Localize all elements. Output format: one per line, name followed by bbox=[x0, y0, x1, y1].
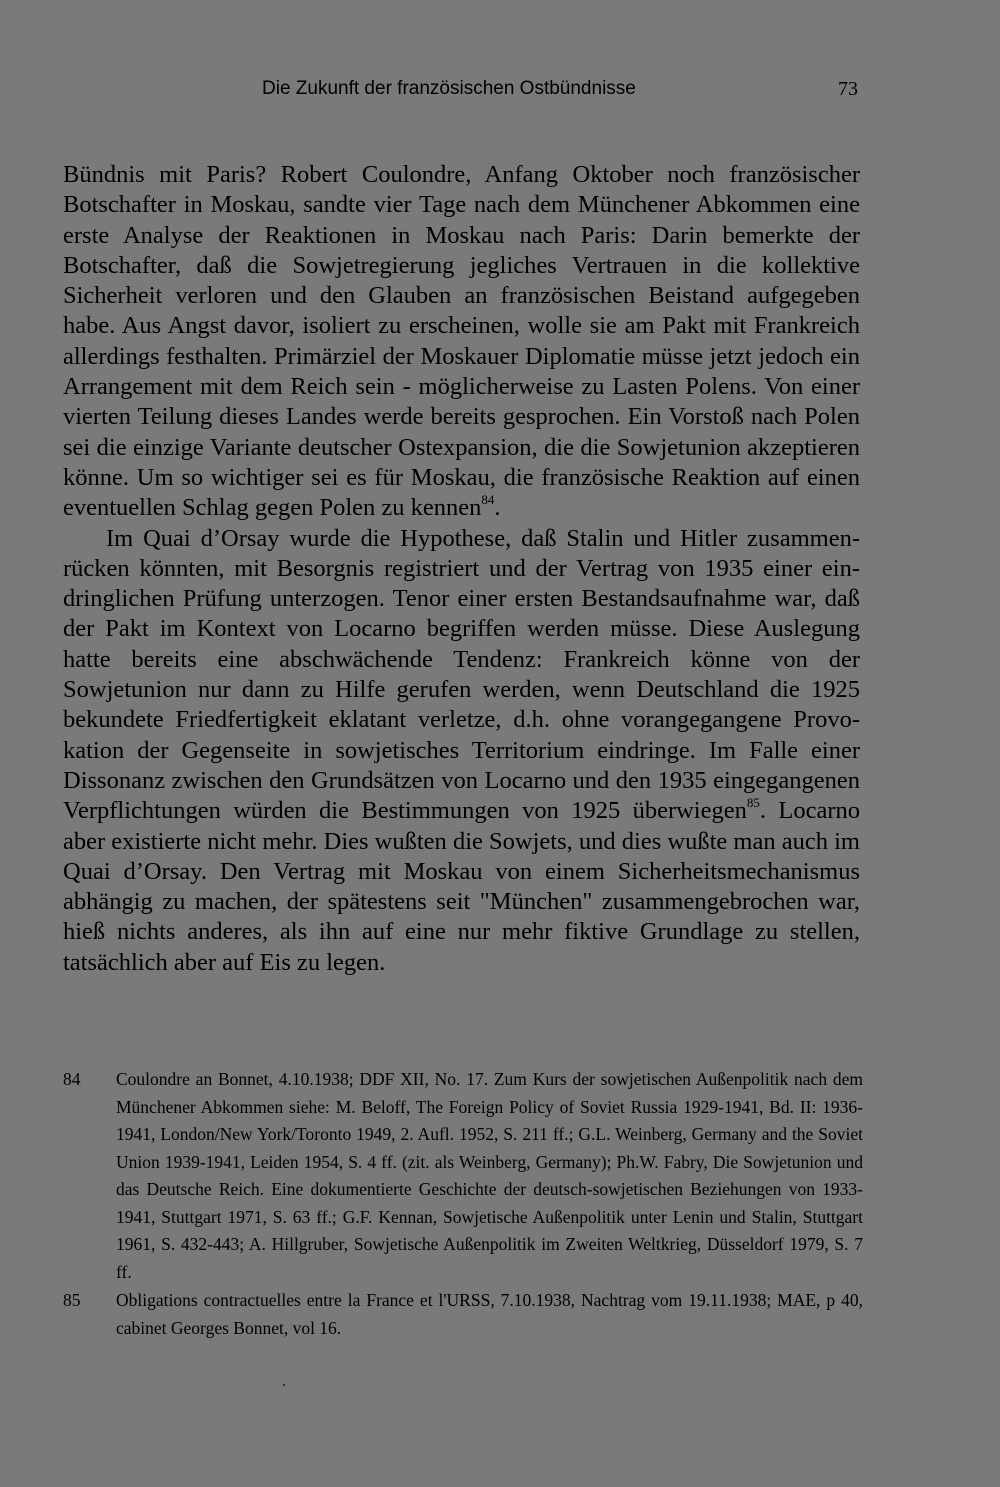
footnote-text: Obligations contractuelles entre la France et l'URSS, 7.10.1938, Nachtrag vom 19.11.1938; MAE, p 40, cabinet Georges Bonnet, vol 16. bbox=[116, 1290, 863, 1338]
page-number: 73 bbox=[838, 78, 858, 100]
scan-speck bbox=[283, 1384, 285, 1386]
footnotes-section bbox=[63, 1066, 863, 1342]
footnote bbox=[63, 1287, 863, 1342]
running-header bbox=[0, 78, 1000, 108]
paragraph-text-end: . Locarno aber existierte nicht mehr. Dies wußten die Sowjets, und dies wußte man auch im Quai d’Orsay. Den Vertrag mit Moskau von einem Sicherheitsmechanismus abhängig zu machen, der spätestens seit "München" zusammengebrochen war, hieß nichts anderes, als ihn auf eine nur mehr fiktive Grundlage zu stellen, tatsächlich aber auf Eis zu legen. bbox=[63, 797, 860, 976]
paragraph-text-end: . bbox=[494, 494, 501, 522]
paragraph bbox=[63, 160, 860, 524]
footnote-number: 85 bbox=[63, 1290, 81, 1310]
footnote bbox=[63, 1066, 863, 1286]
paragraph-text: Bündnis mit Paris? Robert Coulondre, Anfang Oktober noch französischer Botschafter in Moskau, sandte vier Tage nach dem Münchener Abkommen eine erste Analyse der Reaktionen in Moskau nach Paris: Darin bemerkte der Botschafter, daß die Sowjetregierung jegliches Vertrauen in die kollektive Sicherheit verloren und den Glauben an französischen Beistand aufgegeben habe. Aus Angst davor, isoliert zu erscheinen, wolle sie am Pakt mit Frankreich allerdings festhalten. Primärziel der Moskauer Diplomatie müsse jetzt jedoch ein Arrangement mit dem Reich sein - möglicherweise zu Lasten Polens. Von einer vierten Teilung dieses Landes werde bereits gesprochen. Ein Vorstoß nach Polen sei die einzige Variante deutscher Ostexpansion, die die Sowjetunion akzeptieren könne. Um so wichtiger sei es für Moskau, die französische Reaktion auf einen eventuellen Schlag gegen Polen zu kennen bbox=[63, 161, 860, 522]
running-title: Die Zukunft der französischen Ostbündnisse bbox=[262, 78, 636, 99]
main-text bbox=[63, 160, 860, 978]
footnote-reference: 84 bbox=[481, 492, 495, 508]
footnote-number: 84 bbox=[63, 1069, 81, 1089]
paragraph bbox=[63, 524, 860, 978]
paragraph-text: Im Quai d’Orsay wurde die Hypothese, daß Stalin und Hitler zusammenrücken könnten, mit Besorgnis registriert und der Vertrag von 1935 einer eindringlichen Prüfung unterzogen. Tenor einer ersten Bestandsaufnahme war, daß der Pakt im Kontext von Locarno begriffen werden müsse. Diese Auslegung hatte bereits eine abschwächende Tendenz: Frankreich könne von der Sowjetunion nur dann zu Hilfe gerufen werden, wenn Deutschland die 1925 bekundete Friedfertigkeit eklatant verletze, d.h. ohne vorangegangene Provokation der Gegenseite in sowjetisches Territorium eindringe. Im Falle einer Dissonanz zwischen den Grundsätzen von Locarno und den 1935 eingegangenen Verpflichtungen würden die Bestimmungen von 1925 überwiegen bbox=[63, 524, 860, 825]
footnote-reference: 85 bbox=[746, 795, 760, 811]
footnote-text: Coulondre an Bonnet, 4.10.1938; DDF XII, No. 17. Zum Kurs der sowjetischen Außenpolitik nach dem Münchener Abkommen siehe: M. Beloff, The Foreign Policy of Soviet Russia 1929-1941, Bd. II: 1936-1941, London/New York/Toronto 1949, 2. Aufl. 1952, S. 211 ff.; G.L. Weinberg, Germany and the Soviet Union 1939-1941, Leiden 1954, S. 4 ff. (zit. als Weinberg, Germany); Ph.W. Fabry, Die Sowjetunion und das Deutsche Reich. Eine dokumentierte Geschichte der deutsch-sowjetischen Beziehungen von 1933-1941, Stuttgart 1971, S. 63 ff.; G.F. Kennan, Sowjetische Außenpolitik unter Lenin und Stalin, Stuttgart 1961, S. 432-443; A. Hillgruber, Sowjetische Außenpolitik im Zweiten Weltkrieg, Düsseldorf 1979, S. 7 ff. bbox=[116, 1069, 863, 1282]
